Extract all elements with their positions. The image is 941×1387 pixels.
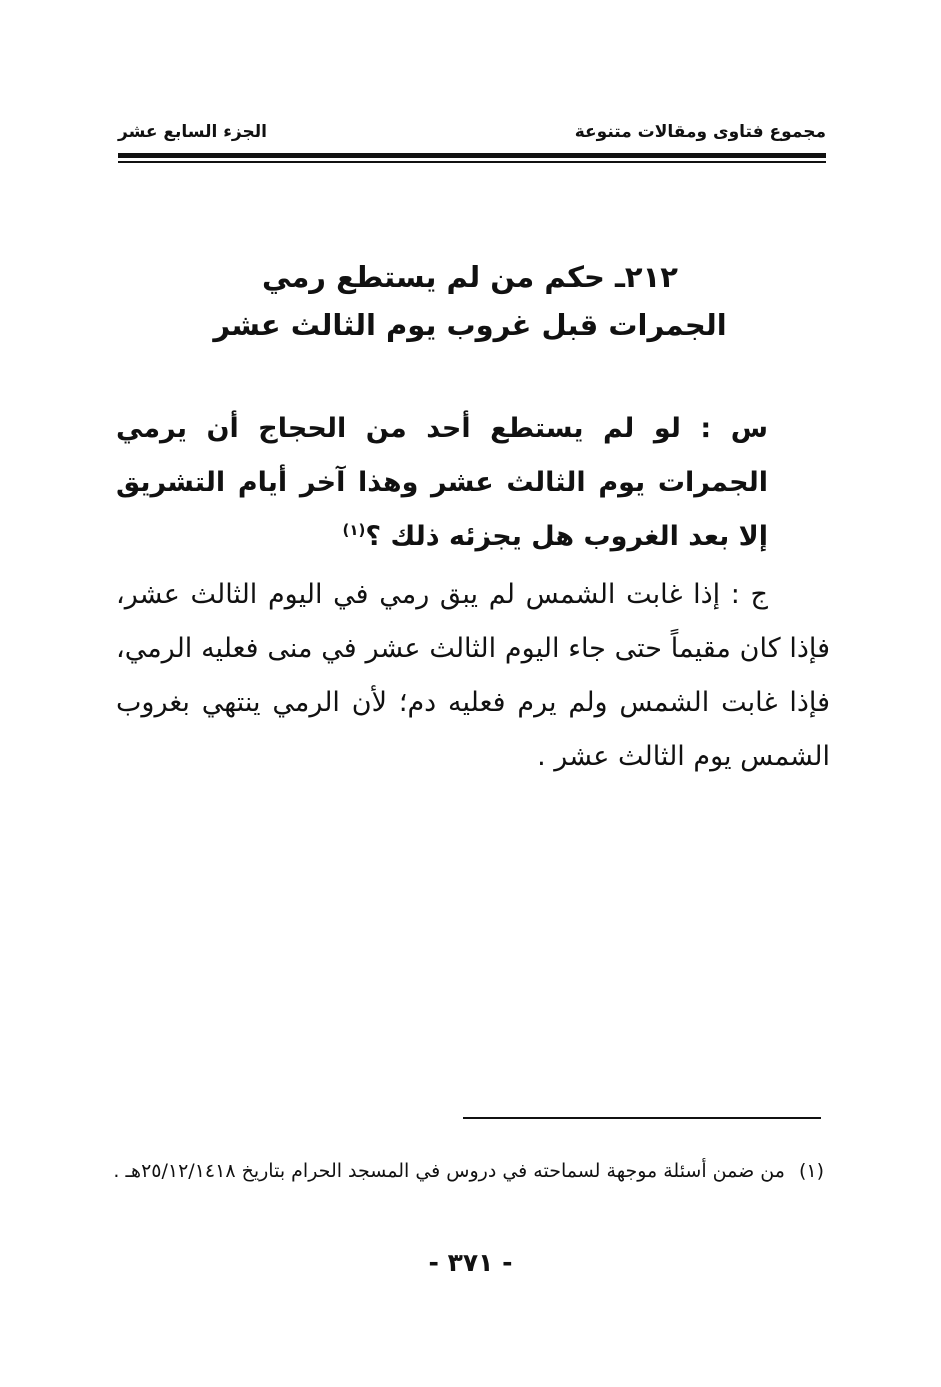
running-header bbox=[118, 118, 826, 154]
title-line-2: الجمرات قبل غروب يوم الثالث عشر bbox=[213, 308, 727, 342]
question-answer bbox=[116, 402, 830, 784]
footnote bbox=[112, 1152, 824, 1190]
header-rule-thick bbox=[118, 153, 826, 158]
header-rule-thin bbox=[118, 161, 826, 163]
footnote-marker[interactable]: (١) bbox=[342, 521, 366, 539]
question-paragraph bbox=[116, 402, 830, 564]
article-title bbox=[150, 253, 790, 349]
title-line-1: ٢١٢ـ حكم من لم يستطع رمي bbox=[262, 260, 678, 294]
question-text: س : لو لم يستطع أحد من الحجاج أن يرمي الجمرات يوم الثالث عشر وهذا آخر أيام التشريق إلا بعد الغروب هل يجزئه ذلك ؟ bbox=[116, 413, 768, 552]
answer-paragraph: ج : إذا غابت الشمس لم يبق رمي في اليوم الثالث عشر، فإذا كان مقيماً حتى جاء اليوم الثالث عشر في منى فعليه الرمي، فإذا غابت الشمس ولم يرم فعليه دم؛ لأن الرمي ينتهي بغروب الشمس يوم الثالث عشر . bbox=[116, 579, 830, 772]
page-number: - ٣٧١ - bbox=[428, 1248, 513, 1277]
footnote-number: (١) bbox=[798, 1160, 824, 1182]
footnote-rule bbox=[463, 1117, 821, 1119]
volume-label: الجزء السابع عشر bbox=[118, 122, 267, 142]
book-title: مجموع فتاوى ومقالات متنوعة bbox=[574, 122, 826, 142]
footnote-text: من ضمن أسئلة موجهة لسماحته في دروس في المسجد الحرام بتاريخ ٢٥/١٢/١٤١٨هـ . bbox=[113, 1160, 785, 1182]
